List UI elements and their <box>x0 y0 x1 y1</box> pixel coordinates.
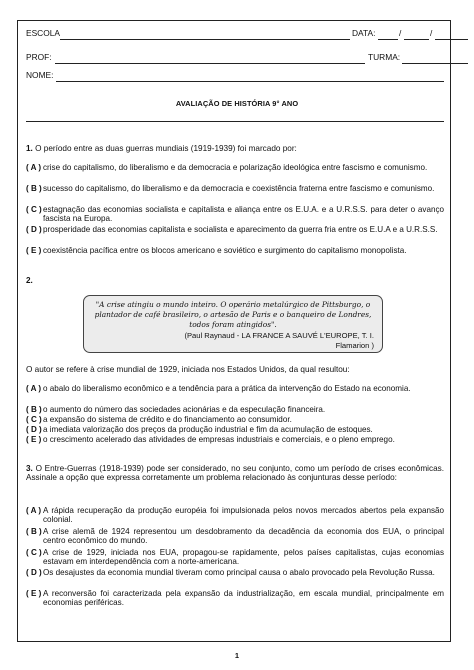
q2-option-d[interactable] <box>26 425 444 434</box>
page-number: 1 <box>234 651 240 660</box>
option-text: prosperidade das economias capitalista e socialista e aparecimento da guerra fria entre os E.U.A e a U.R.S.S. <box>43 225 438 234</box>
option-letter: ( B ) <box>26 405 42 414</box>
quote-source: (Paul Raynaud - LA FRANCE A SAUVÉ L'EUROPE, T. I. <box>184 331 374 340</box>
prof-label: PROF: <box>26 52 52 62</box>
data-slash: / <box>430 28 433 38</box>
question-2-stem: O autor se refere à crise mundial de 1929, iniciada nos Estados Unidos, da qual resultou: <box>26 365 350 374</box>
option-text: estagnação das economias socialista e capitalista e aliança entre os E.U.A. e a U.R.S.S. para deter o avanço fascista na Europa. <box>43 205 444 224</box>
data-day-field[interactable] <box>378 39 398 40</box>
option-text: A crise alemã de 1924 representou um desdobramento da decadência da economia dos EUA, o principal centro econômico do mundo. <box>43 527 444 546</box>
option-text: crise do capitalismo, do liberalismo e da democracia e polarização ideológica entre fascismo e comunismo. <box>43 163 428 172</box>
option-text: A crise de 1929, iniciada nos EUA, propagou-se rapidamente, pelos países capitalistas, cujas economias estavam em interdependência com a norte-americana. <box>43 548 444 567</box>
turma-label: TURMA: <box>368 52 401 62</box>
escola-field[interactable] <box>60 39 350 40</box>
turma-field[interactable] <box>402 63 468 64</box>
option-letter: ( A ) <box>26 384 42 393</box>
q2-option-b[interactable] <box>26 405 444 414</box>
q3-option-d[interactable] <box>26 568 444 577</box>
option-letter: ( C ) <box>26 415 42 424</box>
question-number: 3. <box>26 464 33 473</box>
option-letter: ( A ) <box>26 163 42 172</box>
question-1-stem <box>26 144 444 153</box>
escola-label: ESCOLA <box>26 28 60 38</box>
data-label: DATA: <box>352 28 376 38</box>
quote-source: Flamarion ) <box>335 341 374 351</box>
q3-option-b[interactable] <box>26 527 444 546</box>
option-letter: ( E ) <box>26 246 42 255</box>
header-prof-row <box>26 52 444 66</box>
data-slash: / <box>399 28 402 38</box>
option-letter: ( C ) <box>26 548 42 557</box>
page-title: AVALIAÇÃO DE HISTÓRIA 9° ANO <box>175 99 299 108</box>
q1-option-a[interactable] <box>26 163 444 172</box>
q2-option-c[interactable] <box>26 415 444 424</box>
q2-option-e[interactable] <box>26 435 444 444</box>
header-escola-row <box>26 28 444 42</box>
question-number: 1. <box>26 144 33 153</box>
option-text: A rápida recuperação da produção européia foi impulsionada pelos novos mercados abertos pela expansão colonial. <box>43 506 444 525</box>
question-3-stem <box>26 464 444 483</box>
prof-field[interactable] <box>55 63 365 64</box>
q3-option-a[interactable] <box>26 506 444 525</box>
option-letter: ( A ) <box>26 506 42 515</box>
option-letter: ( D ) <box>26 425 42 434</box>
quote-text: "A crise atingiu o mundo inteiro. O operário metalúrgico de Pittsburgo, o plantador de café brasileiro, o artesão de Paris e o banqueiro de Londres, todos foram atingidos". <box>94 300 372 329</box>
option-text: sucesso do capitalismo, do liberalismo e da democracia e coexistência fraterna entre fascismo e comunismo. <box>43 184 435 193</box>
option-text: o crescimento acelerado das atividades de empresas industriais e comerciais, e o pleno emprego. <box>43 435 395 444</box>
header-nome-row <box>26 70 444 84</box>
option-text: a expansão do sistema de crédito e do financiamento ao consumidor. <box>43 415 292 424</box>
data-year-field[interactable] <box>435 39 468 40</box>
question-text: O período entre as duas guerras mundiais (1919-1939) foi marcado por: <box>35 144 297 153</box>
quote-box <box>83 295 383 353</box>
q1-option-d[interactable] <box>26 225 444 234</box>
option-text: a imediata valorização dos preços da produção industrial e fim da acumulação de estoques. <box>43 425 373 434</box>
title-divider <box>26 121 444 122</box>
q1-option-e[interactable] <box>26 246 444 255</box>
q1-option-b[interactable] <box>26 184 444 193</box>
option-text: coexistência pacífica entre os blocos americano e soviético e surgimento do capitalismo monopolista. <box>43 246 407 255</box>
option-letter: ( B ) <box>26 527 42 536</box>
option-text: o aumento do número das sociedades acionárias e da especulação financeira. <box>43 405 326 414</box>
question-2-number <box>26 276 444 285</box>
option-text: Os desajustes da economia mundial tiveram como principal causa o abalo provocado pela Revolução Russa. <box>43 568 435 577</box>
q1-option-c[interactable] <box>26 205 444 224</box>
question-number: 2. <box>26 276 33 285</box>
option-letter: ( D ) <box>26 225 42 234</box>
option-text: A reconversão foi caracterizada pela expansão da industrialização, em escala mundial, principalmente em economias periféricas. <box>43 589 444 608</box>
q3-option-c[interactable] <box>26 548 444 567</box>
option-text: o abalo do liberalismo econômico e a tendência para a prática da intervenção do Estado na economia. <box>43 384 411 393</box>
option-letter: ( E ) <box>26 589 42 598</box>
q2-option-a[interactable] <box>26 384 444 393</box>
nome-field[interactable] <box>56 81 444 82</box>
option-letter: ( B ) <box>26 184 42 193</box>
q3-option-e[interactable] <box>26 589 444 608</box>
option-letter: ( C ) <box>26 205 42 214</box>
question-text: O Entre-Guerras (1918-1939) pode ser considerado, no seu conjunto, como um período de crises econômicas. Assinale a opção que expressa corretamente um problema relacionado às conjunturas desse período: <box>26 464 444 483</box>
data-month-field[interactable] <box>404 39 429 40</box>
option-letter: ( D ) <box>26 568 42 577</box>
option-letter: ( E ) <box>26 435 42 444</box>
nome-label: NOME: <box>26 70 54 80</box>
